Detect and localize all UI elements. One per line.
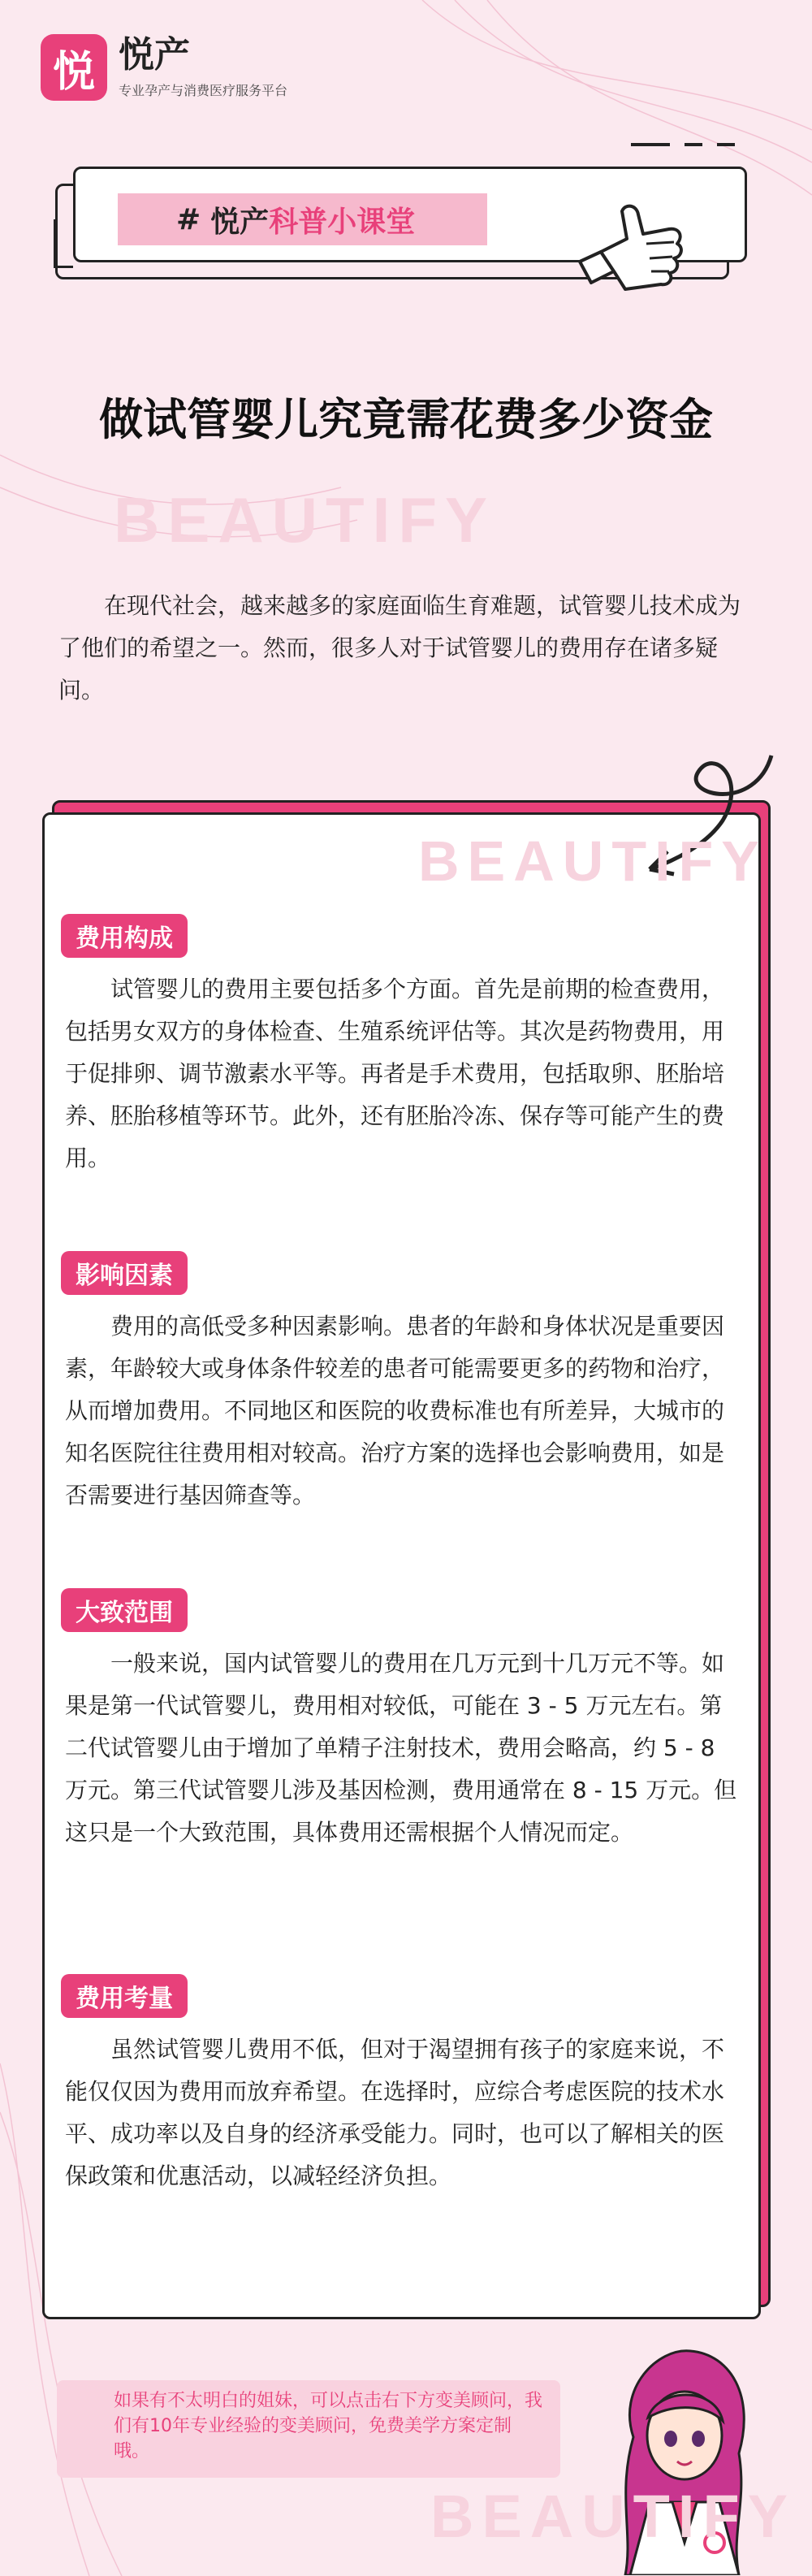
page-title: 做试管婴儿究竟需花费多少资金 <box>99 394 713 445</box>
section-body <box>65 1643 739 1854</box>
section-body <box>65 2028 739 2197</box>
section-paragraph: 一般来说，国内试管婴儿的费用在几万元到十几万元不等。如果是第一代试管婴儿，费用相对较低，可能在 3 - 5 万元左右。第二代试管婴儿由于增加了单精子注射技术，费用会略高，约 5 - 8 万元。第三代试管婴儿涉及基因检测，费用通常在 8 - 15 万元。但这只是一个大致范围，具体费用还需根据个人情况而定。 <box>65 1650 737 1846</box>
brand-logo <box>41 34 287 101</box>
section-body <box>65 968 739 1180</box>
section-paragraph: 费用的高低受多种因素影响。患者的年龄和身体状况是重要因素，年龄较大或身体条件较差的患者可能需要更多的药物和治疗，从而增加费用。不同地区和医院的收费标准也有所差异，大城市的知名医院往往费用相对较高。治疗方案的选择也会影响费用，如是否需要进行基因筛查等。 <box>65 1313 725 1509</box>
decorative-dashes <box>631 143 735 146</box>
section-heading: 影响因素 <box>61 1251 188 1295</box>
hash-symbol: # <box>176 202 201 236</box>
watermark-text: BEAUTIFY <box>430 2483 796 2550</box>
watermark-text: BEAUTIFY <box>114 484 495 556</box>
section-paragraph: 试管婴儿的费用主要包括多个方面。首先是前期的检查费用，包括男女双方的身体检查、生殖系统评估等。其次是药物费用，用于促排卵、调节激素水平等。再者是手术费用，包括取卵、胚胎培养、胚胎移植等环节。此外，还有胚胎冷冻、保存等可能产生的费用。 <box>65 976 725 1172</box>
consultant-prompt[interactable]: 如果有不太明白的姐妹，可以点击右下方变美顾问，我们有10年专业经验的变美顾问，免费美学方案定制哦。 <box>57 2380 560 2478</box>
tag-brand: 悦产 <box>210 205 270 239</box>
watermark-text: BEAUTIFY <box>418 829 767 893</box>
section-heading: 大致范围 <box>61 1588 188 1632</box>
brand-name: 悦产 <box>119 34 190 76</box>
logo-badge: 悦 <box>41 34 107 101</box>
section-heading: 费用构成 <box>61 914 188 958</box>
section-paragraph: 虽然试管婴儿费用不低，但对于渴望拥有孩子的家庭来说，不能仅仅因为费用而放弃希望。在选择时，应综合考虑医院的技术水平、成功率以及自身的经济承受能力。同时，也可以了解相关的医保政策和优惠活动，以减轻经济负担。 <box>65 2036 725 2190</box>
column-tag <box>118 193 487 245</box>
section-heading: 费用考量 <box>61 1974 188 2018</box>
tag-accent: 科普小课堂 <box>269 205 416 239</box>
section-body <box>65 1305 739 1517</box>
intro-paragraph: 在现代社会，越来越多的家庭面临生育难题，试管婴儿技术成为了他们的希望之一。然而，很多人对于试管婴儿的费用存在诸多疑问。 <box>58 592 741 704</box>
decorative-bracket <box>54 219 73 268</box>
thumbs-up-icon <box>568 187 690 309</box>
brand-tagline: 专业孕产与消费医疗服务平台 <box>119 82 288 98</box>
